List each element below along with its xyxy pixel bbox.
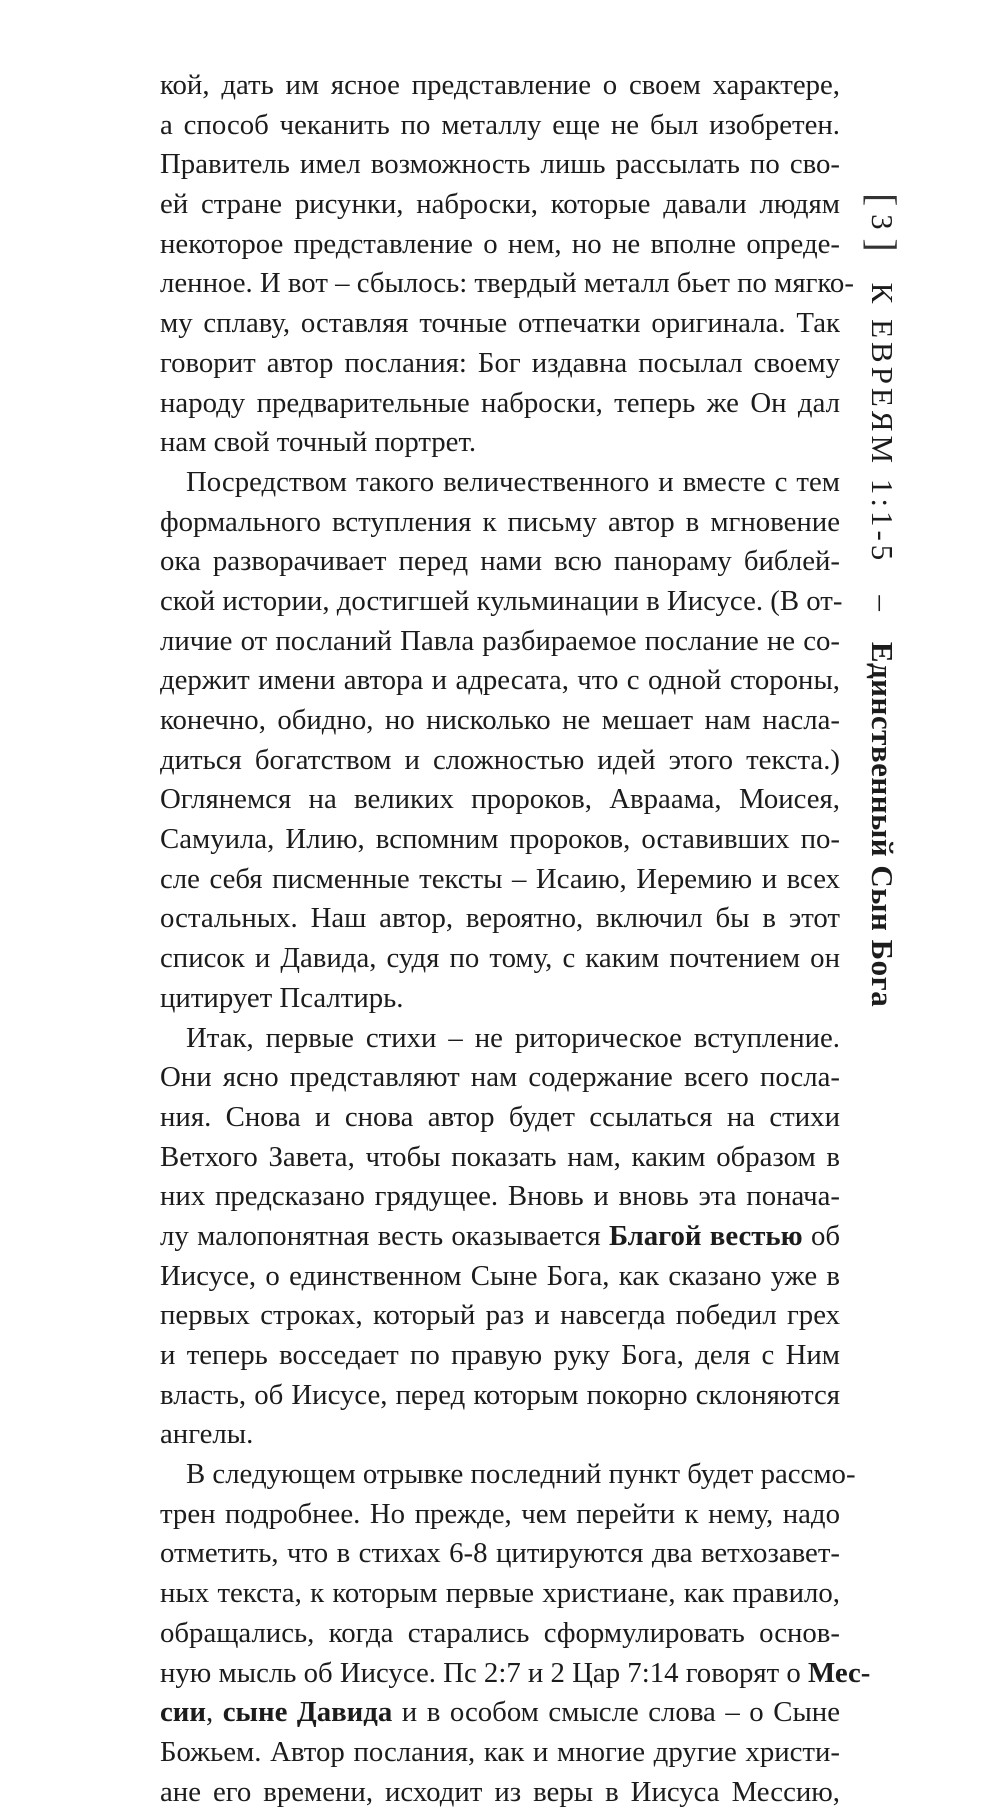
text-line: Они ясно представляют нам содержание всего посла-: [160, 1061, 840, 1094]
text-line: конечно, обидно, но нисколько не мешает нам наcла-: [160, 704, 840, 736]
bracket-left: [: [860, 193, 905, 207]
text-line: Правитель имел возможность лишь рассылать по сво-: [160, 148, 840, 181]
text-line: остальных. Наш автор, вероятно, включил бы в этот: [160, 902, 840, 935]
bold-phrase-messiah-end: сии: [160, 1696, 206, 1729]
text-run: и в особом смысле слова – о Сыне: [392, 1696, 840, 1729]
text-line-with-bold: [160, 1654, 871, 1694]
text-line: ане его времени, исходит из веры в Иисуса Мессию,: [160, 1775, 840, 1808]
text-line: Самуила, Илию, вспомним пророков, оставивших по-: [160, 823, 840, 856]
text-line: нам свой точный портрет.: [160, 426, 477, 459]
text-line: держит имени автора и адресата, что с одной стороны,: [160, 664, 840, 697]
text-line: Итак, первые стихи – не риторическое вступление.: [186, 1021, 840, 1054]
text-line: народу предварительные наброски, теперь же Он дал: [160, 386, 840, 419]
text-run: лу малопонятная весть оказывается: [160, 1219, 609, 1252]
text-line: а способ чеканить по металлу еще не был изобретен.: [160, 108, 840, 141]
text-line: ока разворачивает перед нами всю панораму библей-: [160, 545, 840, 578]
text-line: Ветхого Завета, чтобы показать нам, каким образом в: [160, 1140, 840, 1173]
text-line: личие от посланий Павла разбираемое послание не со-: [160, 624, 840, 657]
text-line: них предсказано грядущее. Вновь и вновь эта поначa-: [160, 1180, 840, 1213]
text-line: ленное. И вот – сбылось: твердый металл бьет по мягко-: [160, 267, 854, 300]
paragraph-2: [160, 463, 843, 1019]
text-run: ,: [205, 1696, 223, 1729]
text-line: первых строках, который раз и навсегда победил грех: [160, 1299, 840, 1332]
text-line: Иисусе, о единственном Сыне Бога, как сказано уже в: [160, 1259, 840, 1292]
text-line: кой, дать им ясное представление о своем характере,: [160, 69, 840, 101]
body-text: [160, 66, 871, 1812]
text-line: цитирует Псалтирь.: [160, 981, 404, 1014]
text-line: формального вступления к письму автор в мгновение: [160, 505, 840, 538]
text-line: В следующем отрывке последний пункт будет рассмо-: [186, 1458, 856, 1491]
running-title: К ЕВРЕЯМ 1:1-5: [865, 282, 900, 565]
text-line: диться богатством и сложностью идей этого текста.): [160, 743, 840, 776]
text-line: отметить, что в стихах 6-8 цитируются два ветхозавет-: [160, 1537, 840, 1570]
text-line: ния. Снова и снова автор будет ссылаться на стихи: [160, 1100, 840, 1133]
text-line: и теперь восседает по правую руку Бога, деля с Ним: [160, 1339, 840, 1371]
text-line: некоторое представление о нем, но не вполне опреде-: [160, 227, 840, 260]
text-run: ную мысль об Иисусе. Пс 2:7 и 2 Цар 7:14 говорят о: [160, 1656, 809, 1689]
bracket-right: ]: [860, 238, 905, 252]
running-subtitle: Единственный Сын Бога: [865, 641, 900, 1008]
page-number: 3: [865, 214, 900, 231]
running-header: [859, 193, 906, 1007]
text-line: му сплаву, оставляя точные отпечатки оригинала. Так: [160, 307, 840, 340]
text-line: Оглянемся на великих пророков, Авраама, Моисея,: [160, 783, 840, 816]
text-line: ангелы.: [160, 1418, 254, 1451]
text-line: говорит автор послания: Бог издавна посылал своему: [160, 346, 840, 379]
text-line-with-bold: [160, 1693, 840, 1733]
paragraph-4: [160, 1455, 871, 1812]
text-run: об: [802, 1219, 841, 1252]
paragraph-1: [160, 66, 854, 463]
text-line: ных текста, к которым первые христиане, как правило,: [160, 1577, 840, 1610]
paragraph-3: [160, 1019, 840, 1456]
text-line: власть, об Иисусе, перед которым покорно склоняются: [160, 1378, 840, 1411]
text-line: обращались, когда старались сформулировать основ-: [160, 1616, 840, 1649]
text-line: сле себя писменные тексты – Исаию, Иеремию и всех: [160, 862, 840, 895]
text-line: ской истории, достигшей кульминации в Иисусе. (В от-: [160, 584, 843, 617]
text-line: Посредством такого величественного и вместе с тем: [186, 465, 840, 498]
text-line: трен подробнее. Но прежде, чем перейти к нему, надо: [160, 1497, 840, 1530]
bold-phrase-good-news: Благой вестью: [608, 1219, 803, 1252]
header-dash: –: [865, 595, 900, 611]
bold-phrase-son-of-david: сыне Давида: [222, 1696, 393, 1729]
bold-phrase-messiah-start: Мес-: [808, 1656, 871, 1689]
text-line: Божьем. Автор послания, как и многие другие христи-: [160, 1735, 840, 1768]
text-line: ей стране рисунки, наброски, которые давали людям: [160, 188, 840, 221]
text-line: список и Давида, судя по тому, с каким почтением он: [160, 942, 840, 975]
text-line-with-bold: [160, 1217, 840, 1257]
